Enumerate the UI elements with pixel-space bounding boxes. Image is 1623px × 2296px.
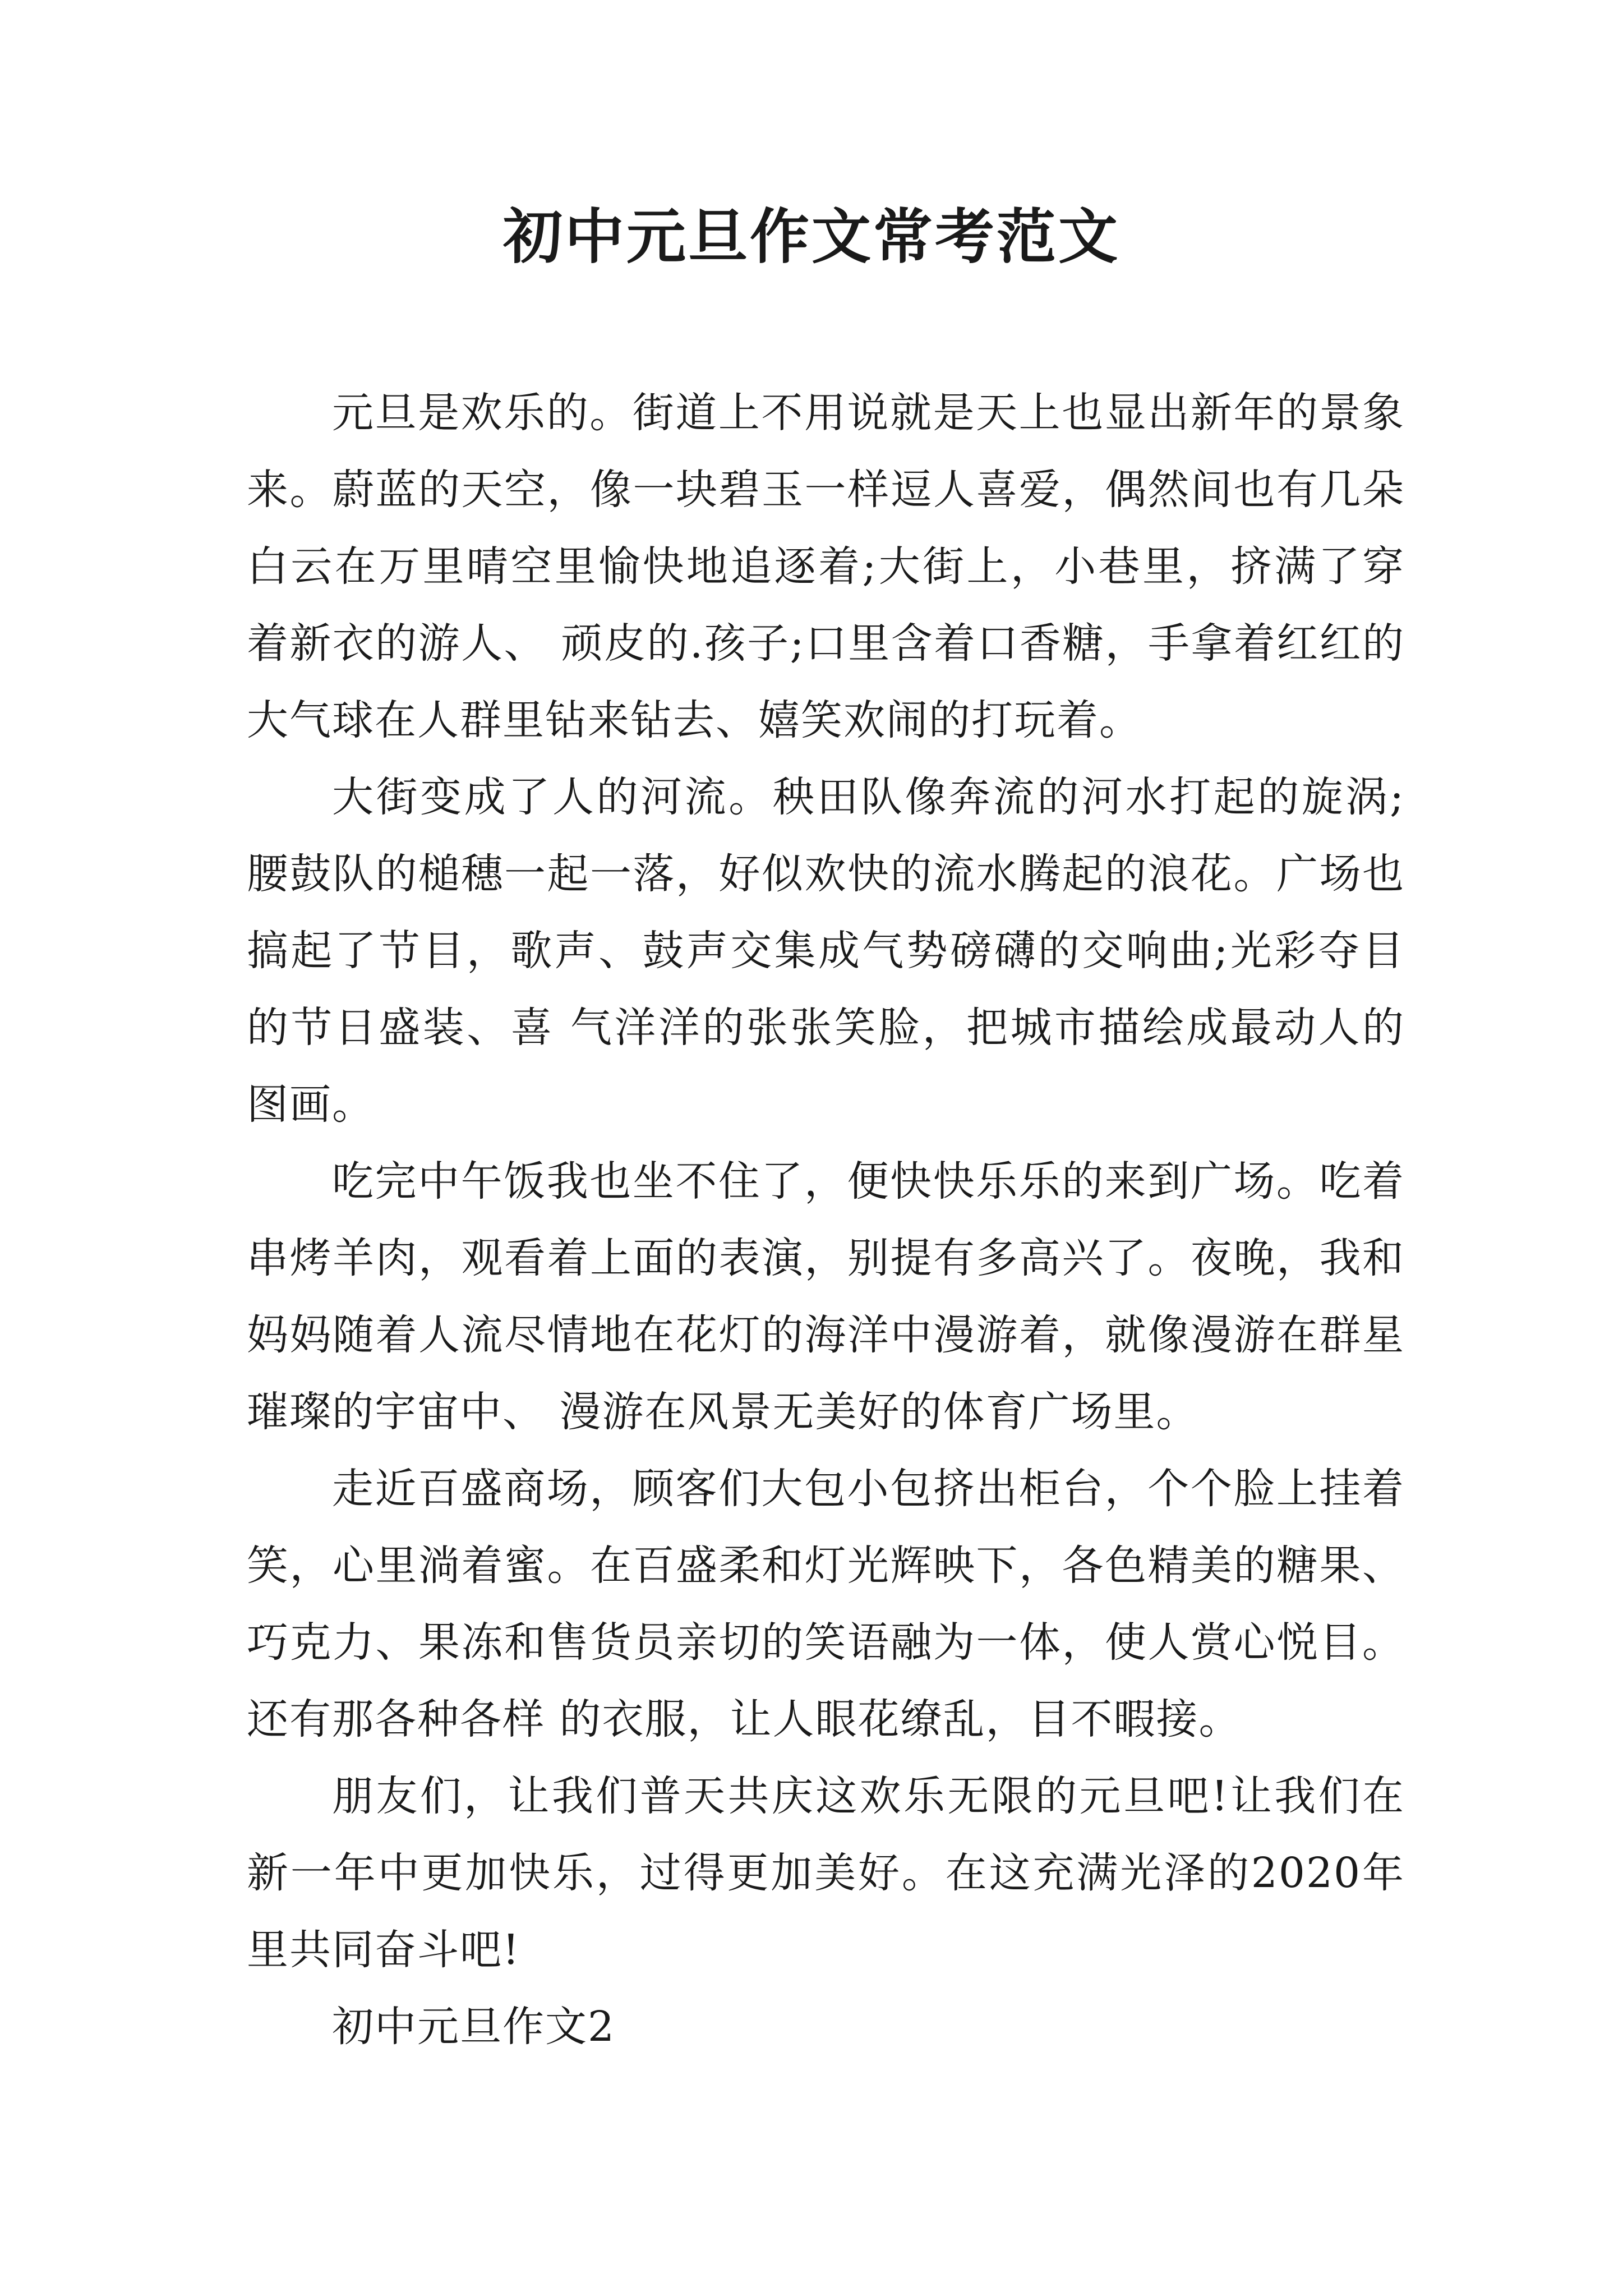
paragraph-1: 元旦是欢乐的。街道上不用说就是天上也显出新年的景象来。蔚蓝的天空，像一块碧玉一样逗人喜爱，偶然间也有几朵白云在万里晴空里愉快地追逐着;大街上，小巷里，挤满了穿着新衣的游人、 顽皮的.孩子;口里含着口香糖，手拿着红红的大气球在人群里钻来钻去、嬉笑欢闹的打玩着。 <box>247 389 1405 744</box>
section-heading: 初中元旦作文2 <box>332 2003 616 2051</box>
document-body <box>247 375 1405 2065</box>
paragraph-3: 吃完中午饭我也坐不住了，便快快乐乐的来到广场。吃着串烤羊肉，观看着上面的表演，别提有多高兴了。夜晚，我和妈妈随着人流尽情地在花灯的海洋中漫游着，就像漫游在群星璀璨的宇宙中、 漫游在风景无美好的体育广场里。 <box>247 1157 1405 1436</box>
page-title: 初中元旦作文常考范文 <box>503 201 1120 272</box>
paragraph-5: 朋友们，让我们普天共庆这欢乐无限的元旦吧!让我们在新一年中更加快乐，过得更加美好。在这充满光泽的2020年里共同奋斗吧! <box>247 1772 1405 1974</box>
paragraph-4: 走近百盛商场，顾客们大包小包挤出柜台，个个脸上挂着笑，心里淌着蜜。在百盛柔和灯光辉映下，各色精美的糖果、巧克力、果冻和售货员亲切的笑语融为一体，使人赏心悦目。还有那各种各样 的衣服，让人眼花缭乱，目不暇接。 <box>247 1465 1405 1743</box>
paragraph-2: 大街变成了人的河流。秧田队像奔流的河水打起的旋涡;腰鼓队的槌穗一起一落，好似欢快的流水腾起的浪花。广场也搞起了节目，歌声、鼓声交集成气势磅礴的交响曲;光彩夺目的节日盛装、喜 气洋洋的张张笑脸，把城市描绘成最动人的图画。 <box>247 773 1405 1129</box>
